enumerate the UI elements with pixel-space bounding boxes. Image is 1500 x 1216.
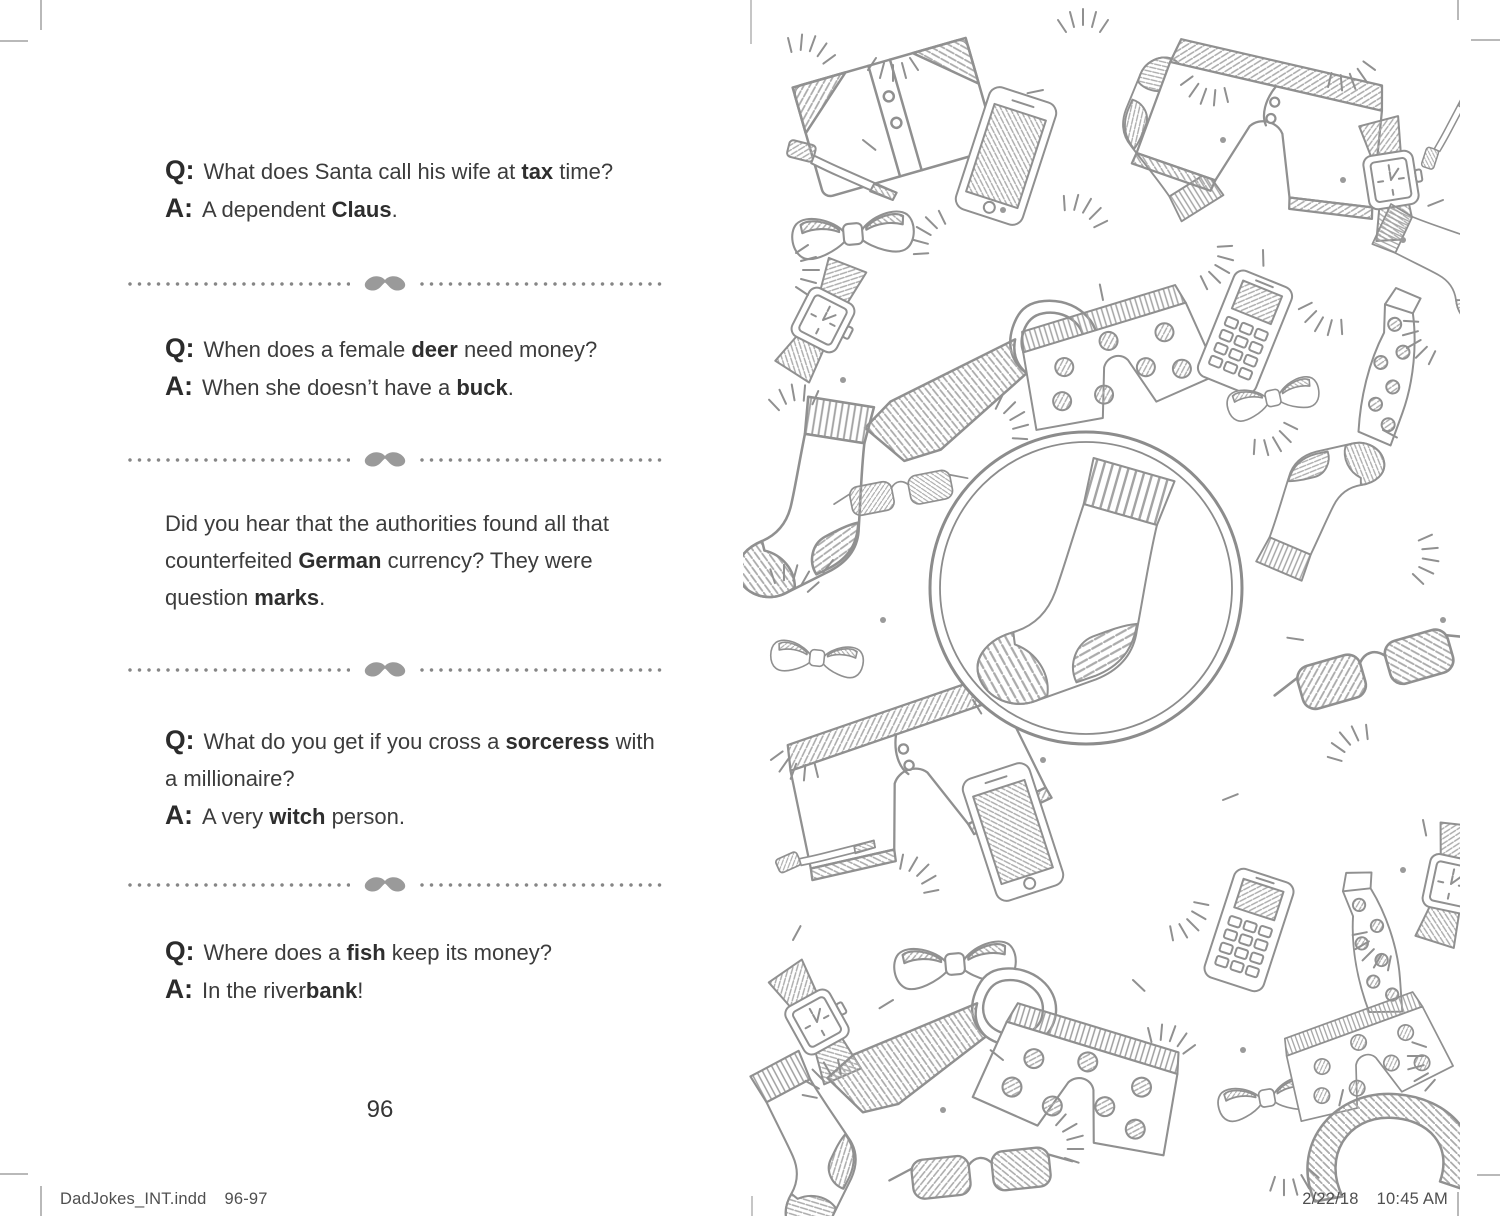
joke-block-4 (165, 722, 725, 835)
razor-icon (1421, 83, 1460, 174)
mustache-icon (362, 877, 408, 893)
footer-filename: DadJokes_INT.indd 96-97 (60, 1190, 268, 1208)
sock-icon (1253, 421, 1390, 594)
dotted-line (420, 458, 664, 462)
mustache-icon (362, 276, 408, 292)
joke-question-continued: a millionaire? (165, 766, 295, 791)
a-label: A: (165, 193, 193, 223)
section-divider (128, 662, 664, 678)
dotted-line (420, 282, 664, 286)
joke-question: Q: When does a female deer need money? (165, 333, 598, 363)
q-label: Q: (165, 333, 195, 363)
joke-block-3 (165, 506, 725, 617)
joke-answer: A: When she doesn’t have a buck. (165, 371, 514, 401)
bow-tie-icon (769, 639, 864, 679)
footer-timestamp: 2/22/18 10:45 AM (1302, 1190, 1448, 1208)
joke-paragraph-line: Did you hear that the authorities found all that (165, 511, 609, 536)
dotted-line (128, 668, 350, 672)
q-label: Q: (165, 725, 195, 755)
polka-dot-tie-icon (1355, 286, 1426, 447)
joke-answer: A: A very witch person. (165, 800, 405, 830)
smartphone-icon (960, 760, 1066, 903)
a-label: A: (165, 974, 193, 1004)
right-page-illustration (743, 0, 1460, 1216)
sock-emblem (930, 432, 1242, 744)
footer-page-range: 96-97 (224, 1190, 268, 1208)
dotted-line (420, 668, 664, 672)
section-divider (128, 452, 664, 468)
joke-paragraph-line: question marks. (165, 585, 326, 610)
wristwatch-icon (1414, 818, 1460, 951)
crop-mark (1477, 1174, 1500, 1176)
section-divider (128, 877, 664, 893)
mustache-icon (362, 662, 408, 678)
cell-phone-icon (1195, 268, 1295, 397)
dotted-line (128, 458, 350, 462)
dotted-line (420, 883, 664, 887)
clothing-doodle-pattern (743, 0, 1460, 1216)
joke-question: Q: What do you get if you cross a sorceress with (165, 725, 655, 755)
a-label: A: (165, 371, 193, 401)
a-label: A: (165, 800, 193, 830)
joke-answer: A: In the riverbank! (165, 974, 364, 1004)
joke-question: Q: Where does a fish keep its money? (165, 936, 552, 966)
bow-tie-icon (791, 210, 916, 260)
joke-question: Q: What does Santa call his wife at tax time? (165, 155, 614, 185)
wristwatch-icon (773, 253, 879, 389)
joke-paragraph-line: counterfeited German currency? They were (165, 548, 593, 573)
eyeglasses-icon (888, 1144, 1075, 1202)
joke-answer: A: A dependent Claus. (165, 193, 398, 223)
section-divider (128, 276, 664, 292)
left-page (0, 0, 717, 1216)
eyeglasses-icon (1269, 619, 1460, 719)
joke-block-1 (165, 152, 725, 228)
q-label: Q: (165, 936, 195, 966)
dotted-line (128, 282, 350, 286)
q-label: Q: (165, 155, 195, 185)
crop-mark (1471, 39, 1500, 41)
joke-block-5 (165, 933, 725, 1009)
mustache-icon (362, 452, 408, 468)
footer-time: 10:45 AM (1376, 1190, 1448, 1208)
page-number: 96 (366, 1096, 394, 1123)
dotted-line (128, 883, 350, 887)
joke-block-2 (165, 330, 725, 406)
cell-phone-icon (1202, 866, 1296, 994)
